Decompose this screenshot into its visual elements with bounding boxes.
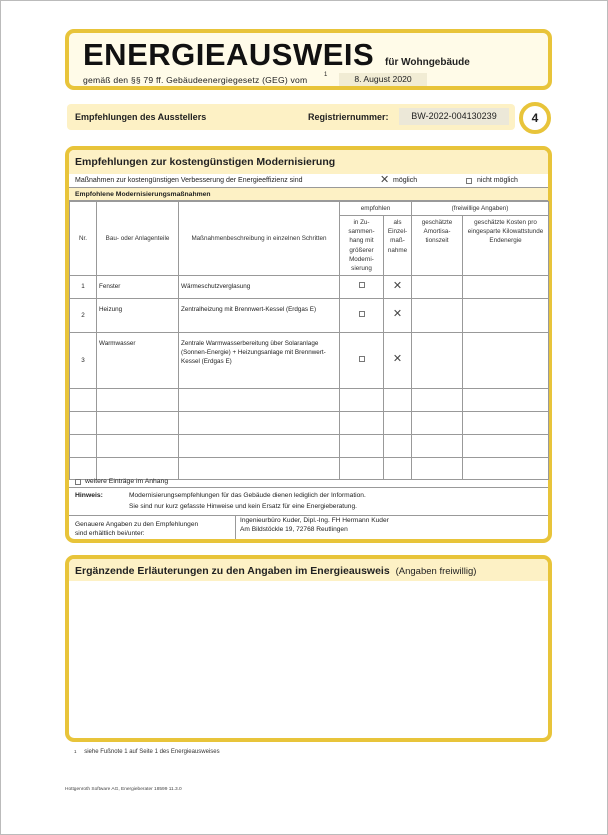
row-nr: 2 <box>70 298 97 332</box>
note-line-1: Modernisierungsempfehlungen für das Gebäude dienen lediglich der Information. <box>129 492 366 499</box>
details-label-1: Genauere Angaben zu den Empfehlungen <box>75 521 199 528</box>
row-costs <box>463 332 549 388</box>
footnote-mark: 1 <box>324 72 328 78</box>
explanations-section <box>65 555 552 742</box>
row-nr: 1 <box>70 275 97 298</box>
page-number-badge: 4 <box>519 102 551 134</box>
explanations-title-bar <box>69 559 548 581</box>
row-single-cell <box>384 298 412 332</box>
option-not-possible-label: nicht möglich <box>477 177 518 184</box>
possible-checkbox-checked-icon[interactable]: ✕ <box>380 174 390 186</box>
details-divider <box>235 516 236 539</box>
registration-number: BW-2022-004130239 <box>399 108 509 125</box>
table-row <box>70 332 549 388</box>
empty-row <box>70 388 549 411</box>
measures-row <box>69 174 548 188</box>
registration-label: Registriernummer: <box>308 112 389 122</box>
not-possible-checkbox[interactable] <box>466 178 472 184</box>
header-nr: Nr. <box>70 202 97 276</box>
details-row <box>69 516 548 539</box>
header-single: als Einzel-maß-nahme <box>384 216 412 276</box>
header-optional: (freiwillige Angaben) <box>412 202 549 216</box>
details-value-1: Ingenieurbüro Kuder, Dipl.-Ing. FH Hermann Kuder <box>240 517 389 524</box>
in-package-checkbox[interactable] <box>359 356 365 362</box>
row-in-package-cell <box>340 332 384 388</box>
in-package-checkbox[interactable] <box>359 311 365 317</box>
footnote <box>74 749 220 755</box>
explanations-title: Ergänzende Erläuterungen zu den Angaben im Energieausweis <box>75 565 390 577</box>
note-line-2: Sie sind nur kurz gefasste Hinweise und kein Ersatz für eine Energieberatung. <box>129 503 357 510</box>
more-entries-label: weitere Einträge im Anhang <box>85 478 169 485</box>
row-costs <box>463 298 549 332</box>
header-amortization: geschätzte Amortisa-tionszeit <box>412 216 463 276</box>
row-costs <box>463 275 549 298</box>
issuer-bar <box>67 104 515 130</box>
header-costs: geschätzte Kosten pro eingesparte Kilowattstunde Endenergie <box>463 216 549 276</box>
row-single-cell <box>384 275 412 298</box>
legal-line: gemäß den §§ 79 ff. Gebäudeenergiegesetz (GEG) vom <box>83 75 308 85</box>
more-entries-checkbox[interactable] <box>75 479 81 485</box>
footnote-number: 1 <box>74 749 77 754</box>
row-in-package-cell <box>340 275 384 298</box>
row-in-package-cell <box>340 298 384 332</box>
header-description: Maßnahmenbeschreibung in einzelnen Schritten <box>179 202 340 276</box>
header-box <box>65 29 552 90</box>
measures-table <box>69 201 549 480</box>
row-amortization <box>412 298 463 332</box>
explanations-title-suffix: (Angaben freiwillig) <box>395 566 477 577</box>
recommendations-section <box>65 146 552 543</box>
row-amortization <box>412 332 463 388</box>
measures-text: Maßnahmen zur kostengünstigen Verbesserung der Energieeffizienz sind <box>75 177 303 184</box>
in-package-checkbox[interactable] <box>359 282 365 288</box>
row-description: Zentralheizung mit Brennwert-Kessel (Erdgas E) <box>179 298 340 332</box>
recommendations-title: Empfehlungen zur kostengünstigen Modernisierung <box>69 150 548 174</box>
page-subtitle: für Wohngebäude <box>385 57 470 68</box>
details-label-2: sind erhältlich bei/unter: <box>75 530 145 537</box>
row-nr: 3 <box>70 332 97 388</box>
header-in-package: in Zu-sammen-hang mit größerer Moderni-sierung <box>340 216 384 276</box>
footnote-text: siehe Fußnote 1 auf Seite 1 des Energieausweises <box>84 749 220 755</box>
details-value-2: Am Bildstöckle 19, 72768 Reutlingen <box>240 526 348 533</box>
row-description: Zentrale Warmwasserbereitung über Solaranlage (Sonnen-Energie) + Heizungsanlage mit Brennwert-Kessel (Erdgas E) <box>179 332 340 388</box>
row-component: Warmwasser <box>97 332 179 388</box>
single-checkbox-checked-icon[interactable]: ✕ <box>392 353 403 366</box>
note-label: Hinweis: <box>75 492 103 499</box>
option-possible-label: möglich <box>393 177 418 184</box>
header-component: Bau- oder Anlagenteile <box>97 202 179 276</box>
page-title: ENERGIEAUSWEIS <box>83 37 375 72</box>
empty-row <box>70 434 549 457</box>
row-component: Fenster <box>97 275 179 298</box>
law-date: 8. August 2020 <box>339 73 427 86</box>
row-component: Heizung <box>97 298 179 332</box>
table-row <box>70 298 549 332</box>
single-checkbox-checked-icon[interactable]: ✕ <box>392 308 403 321</box>
header-recommended: empfohlen <box>340 202 412 216</box>
note-row <box>69 488 548 516</box>
table-row <box>70 275 549 298</box>
empty-row <box>70 411 549 434</box>
single-checkbox-checked-icon[interactable]: ✕ <box>392 279 403 292</box>
row-single-cell <box>384 332 412 388</box>
row-description: Wärmeschutzverglasung <box>179 275 340 298</box>
more-entries-row <box>69 476 548 488</box>
row-amortization <box>412 275 463 298</box>
issuer-label: Empfehlungen des Ausstellers <box>75 112 207 122</box>
software-credit: Hottgenroth Software AG, Energieberater 18599 11.3.0 <box>65 787 182 792</box>
measures-subtitle: Empfohlene Modernisierungsmaßnahmen <box>69 188 548 201</box>
